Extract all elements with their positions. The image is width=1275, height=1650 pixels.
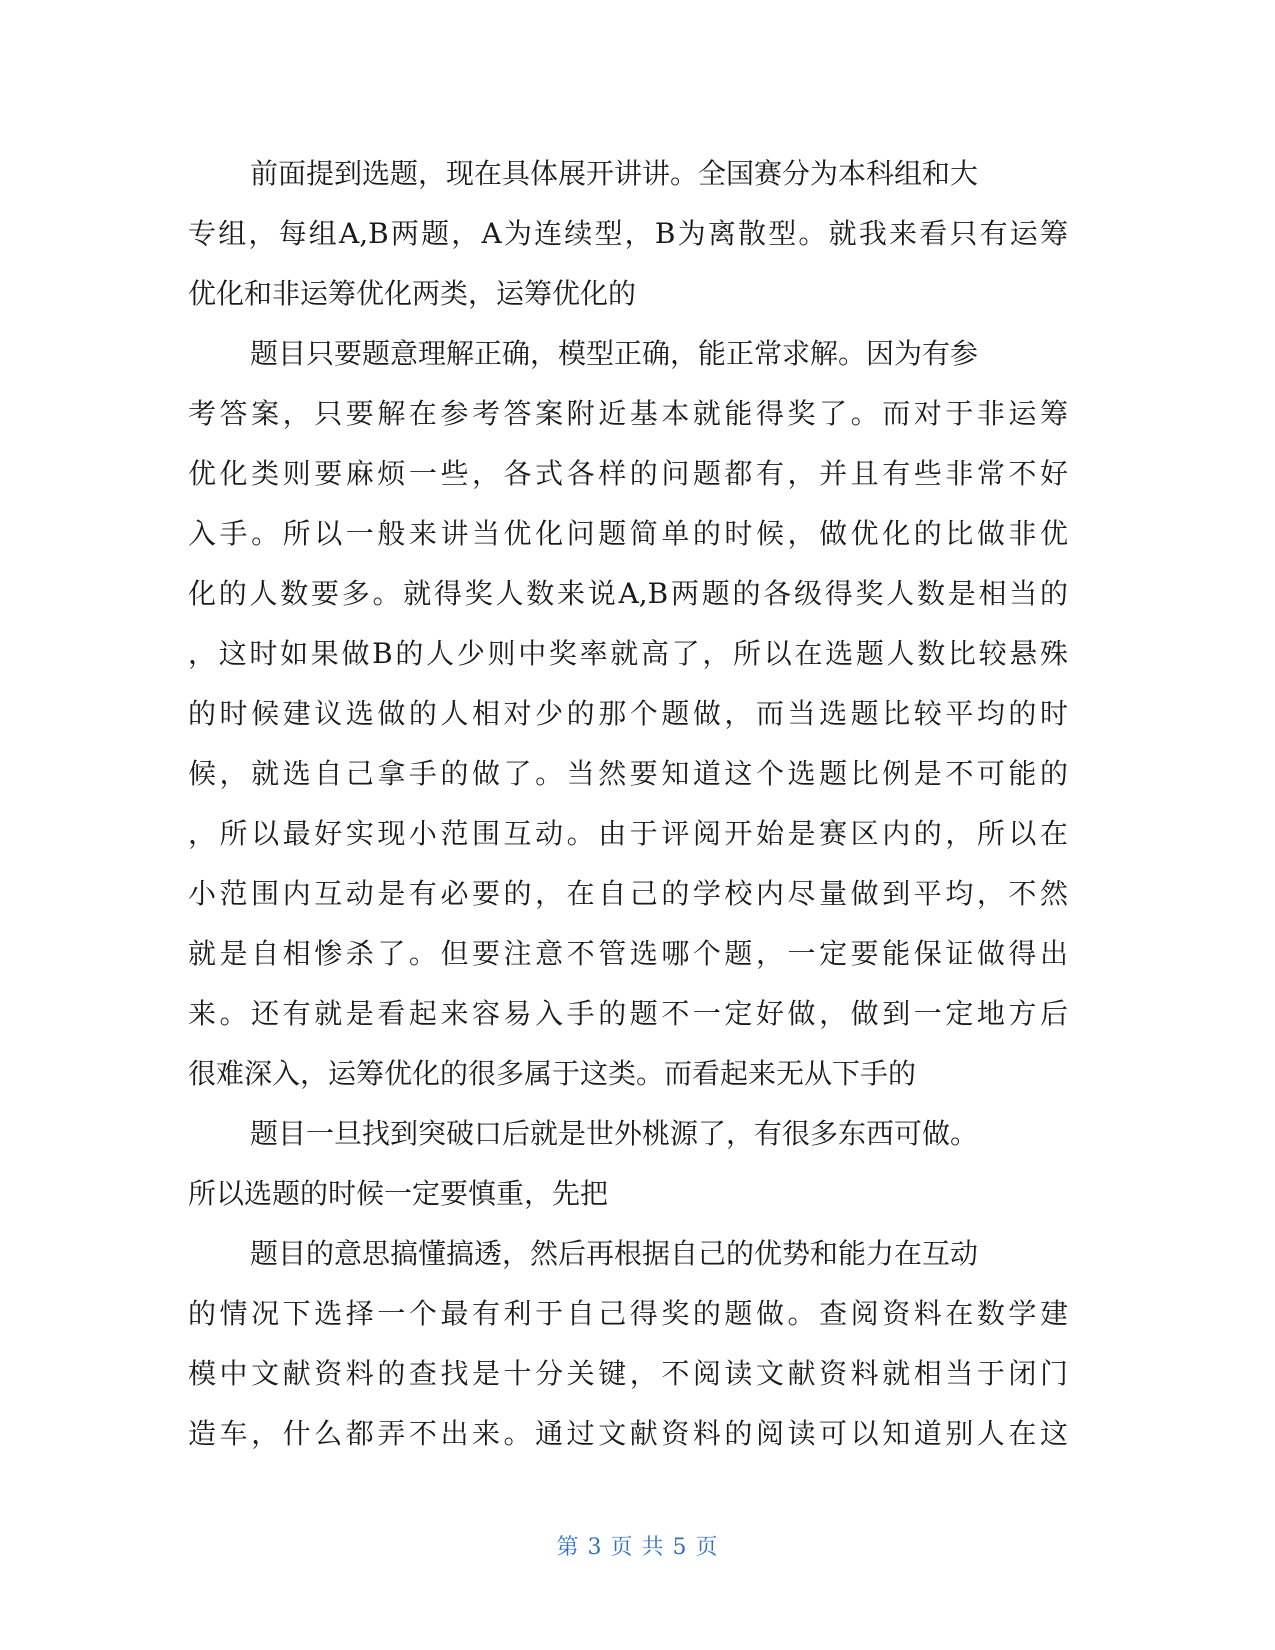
text-line: 题目只要题意理解正确，模型正确，能正常求解。因为有参: [250, 337, 979, 370]
text-line: 入手。所以一般来讲当优化问题简单的时候，做优化的比做非优: [188, 517, 1068, 550]
text-line: 候，就选自己拿手的做了。当然要知道这个选题比例是不可能的: [188, 757, 1068, 790]
text-line: 前面提到选题，现在具体展开讲讲。全国赛分为本科组和大: [250, 157, 979, 190]
text-line: 的情况下选择一个最有利于自己得奖的题做。查阅资料在数学建: [188, 1297, 1068, 1330]
page-number-footer: 第 3 页 共 5 页: [556, 1535, 719, 1560]
text-line: ，这时如果做B的人少则中奖率就高了，所以在选题人数比较悬殊: [188, 637, 1068, 670]
text-line: 造车，什么都弄不出来。通过文献资料的阅读可以知道别人在这: [188, 1417, 1068, 1450]
text-line: 化的人数要多。就得奖人数来说A,B两题的各级得奖人数是相当的: [188, 577, 1068, 610]
text-line: 模中文献资料的查找是十分关键，不阅读文献资料就相当于闭门: [188, 1357, 1068, 1390]
text-line: 所以选题的时候一定要慎重，先把: [188, 1177, 609, 1210]
text-line: 考答案，只要解在参考答案附近基本就能得奖了。而对于非运筹: [188, 397, 1068, 430]
text-line: 的时候建议选做的人相对少的那个题做，而当选题比较平均的时: [188, 697, 1068, 730]
text-line: 很难深入，运筹优化的很多属于这类。而看起来无从下手的: [188, 1057, 917, 1090]
text-line: 来。还有就是看起来容易入手的题不一定好做，做到一定地方后: [188, 997, 1068, 1030]
text-line: 优化和非运筹优化两类，运筹优化的: [188, 277, 637, 310]
text-line: ，所以最好实现小范围互动。由于评阅开始是赛区内的，所以在: [188, 817, 1068, 850]
text-line: 专组，每组A,B两题，A为连续型，B为离散型。就我来看只有运筹: [188, 217, 1068, 250]
text-line: 就是自相惨杀了。但要注意不管选哪个题，一定要能保证做得出: [188, 937, 1068, 970]
body-text: [188, 144, 1068, 1464]
text-line: 优化类则要麻烦一些，各式各样的问题都有，并且有些非常不好: [188, 457, 1068, 490]
text-line: 小范围内互动是有必要的，在自己的学校内尽量做到平均，不然: [188, 877, 1068, 910]
text-line: 题目的意思搞懂搞透，然后再根据自己的优势和能力在互动: [250, 1237, 979, 1270]
text-line: 题目一旦找到突破口后就是世外桃源了，有很多东西可做。: [250, 1117, 979, 1150]
